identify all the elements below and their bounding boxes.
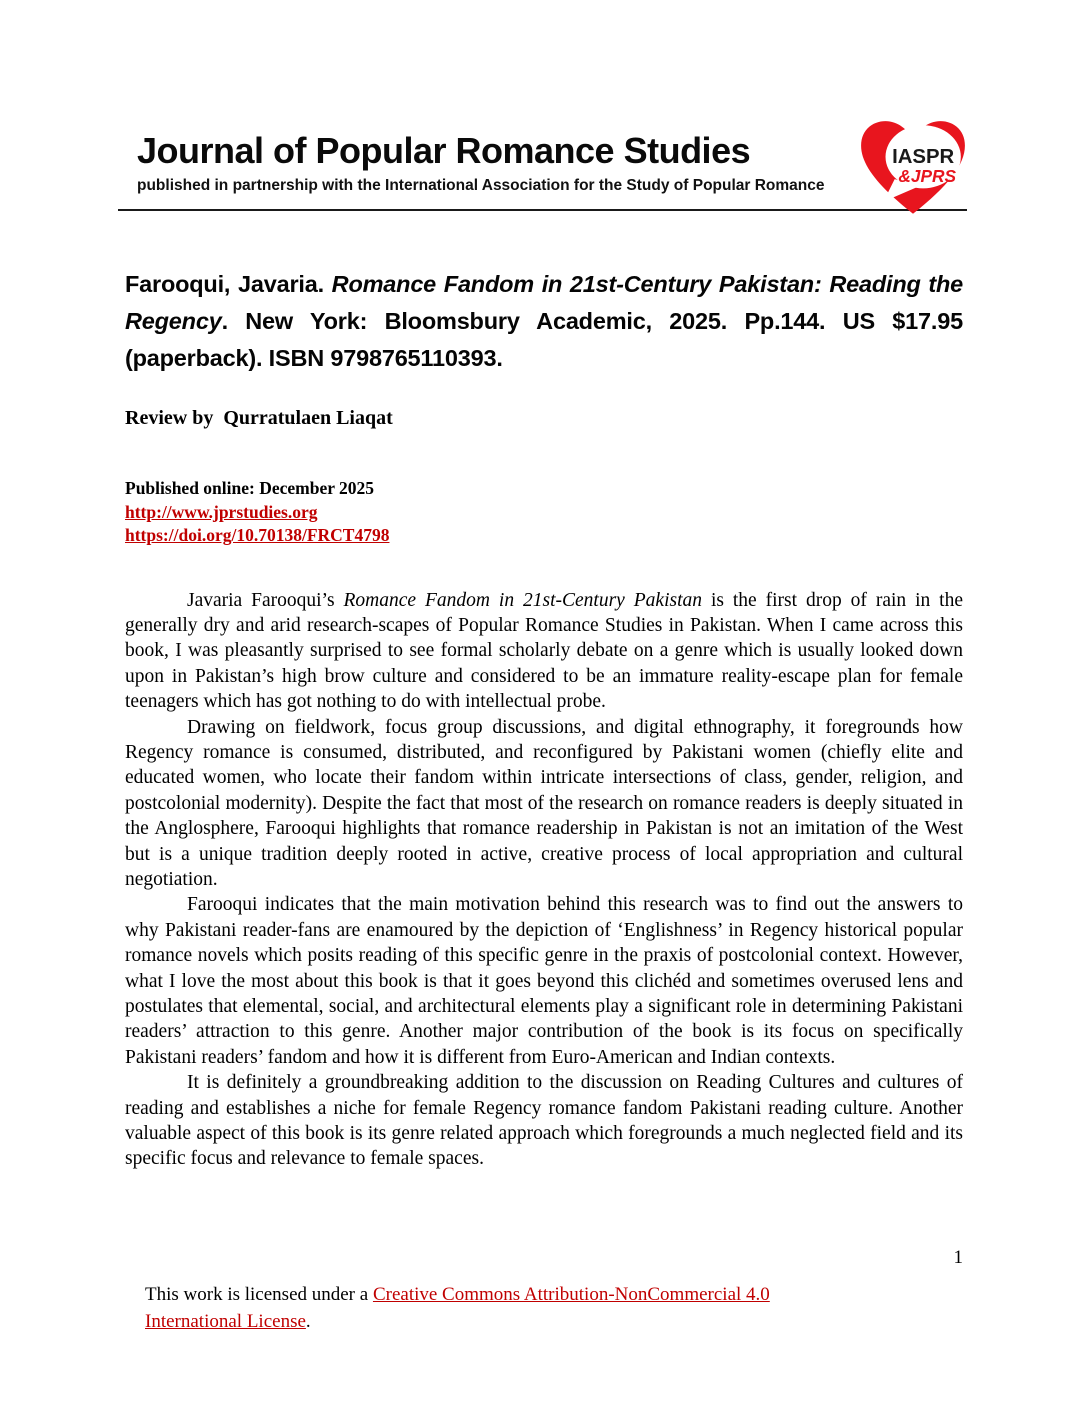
- journal-title: Journal of Popular Romance Studies: [137, 130, 751, 171]
- logo-text-iaspr: IASPR: [892, 145, 955, 168]
- iaspr-heart-logo: [856, 118, 970, 220]
- license-note: [125, 1281, 845, 1335]
- page-footer: [125, 1246, 963, 1335]
- page-number: 1: [953, 1247, 963, 1268]
- header-divider: [118, 209, 967, 211]
- license-prefix-text: This work is licensed under a: [145, 1284, 373, 1305]
- publication-info: [125, 477, 963, 548]
- journal-masthead-text: [137, 131, 963, 196]
- heart-icon: [856, 118, 970, 220]
- published-online-line: Published online: December 2025: [125, 478, 375, 498]
- book-citation: Farooqui, Javaria. Romance Fandom in 21st-Century Pakistan: Reading the Regency. New York: Bloomsbury Academic, 2025. Pp.144. US $17.95 (paperback). ISBN 9798765110393.: [125, 271, 964, 371]
- reviewer-byline: Review by Qurratulaen Liaqat: [125, 407, 393, 429]
- license-suffix-text: .: [305, 1311, 311, 1332]
- body-paragraph-1: Javaria Farooqui’s Romance Fandom in 21st-Century Pakistan is the first drop of rain in the generally dry and arid research-scapes of Popular Romance Studies in Pakistan. When I came across this book, I was pleasantly surprised to see formal scholarly debate on a genre which is usually looked down upon in Pakistan’s high brow culture and considered to be an immature reality-escape plan for female teenagers which has got nothing to do with intellectual probe.: [125, 589, 963, 713]
- journal-header: [125, 131, 963, 196]
- review-body: [125, 588, 963, 1172]
- cc-license-link[interactable]: Creative Commons Attribution-NonCommercial 4.0 International License: [145, 1284, 770, 1332]
- body-paragraph-2: Drawing on fieldwork, focus group discussions, and digital ethnography, it foregrounds how Regency romance is consumed, distributed, and reconfigured by Pakistani women (chiefly elite and educated women, who locate their fandom within intricate intersections of class, gender, religion, and postcolonial modernity). Despite the fact that most of the research on romance readers is deeply situated in the Anglosphere, Farooqui highlights that romance readership in Pakistan is not an imitation of the West but is a unique tradition deeply rooted in active, creative process of local appropriation and cultural negotiation.: [125, 716, 963, 890]
- journal-subtitle: published in partnership with the International Association for the Study of Popular Romance: [137, 177, 825, 194]
- body-paragraph-3: Farooqui indicates that the main motivation behind this research was to find out the answers to why Pakistani reader-fans are enamoured by the depiction of ‘Englishness’ in Regency historical popular romance novels which posits reading of this specific genre in the praxis of postcolonial context. However, what I love the most about this book is that it goes beyond this clichéd and sometimes overused lens and postulates that elemental, social, and architectural elements play a significant role in determining Pakistani readers’ attraction to this genre. Another major contribution of the book is its focus on specifically Pakistani readers’ fandom and how it is different from Euro-American and Indian contexts.: [125, 894, 963, 1068]
- body-paragraph-4: It is definitely a groundbreaking addition to the discussion on Reading Cultures and cultures of reading and establishes a niche for female Regency romance fandom Pakistani reading culture. Another valuable aspect of this book is its genre related approach which foregrounds a much neglected field and its specific focus and relevance to female spaces.: [125, 1072, 963, 1170]
- logo-text-jprs: &JPRS: [898, 166, 957, 187]
- doi-link[interactable]: https://doi.org/10.70138/FRCT4798: [125, 525, 390, 545]
- journal-url-link[interactable]: http://www.jprstudies.org: [125, 501, 318, 522]
